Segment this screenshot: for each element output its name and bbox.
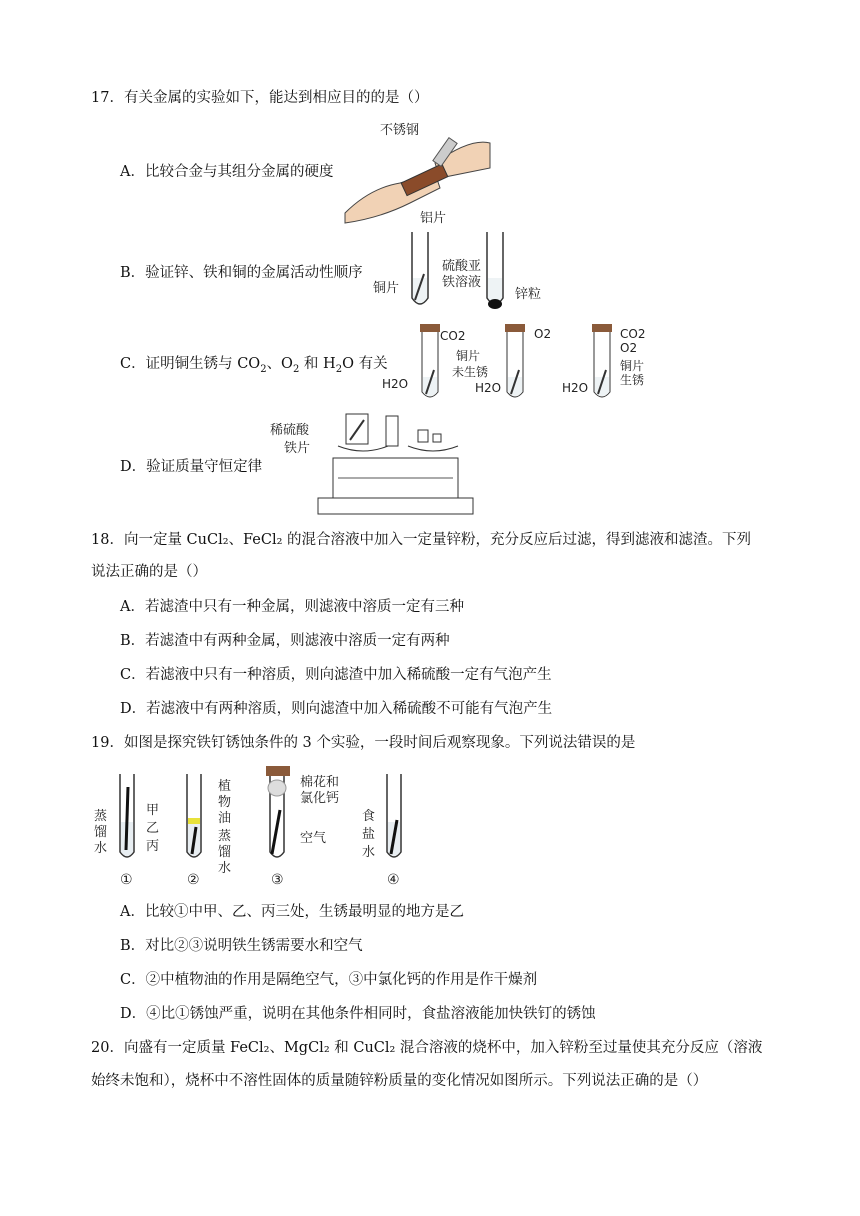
svg-text:铜片: 铜片	[456, 349, 481, 363]
svg-text:食: 食	[362, 809, 376, 824]
svg-text:①: ①	[120, 872, 133, 888]
svg-text:CO2: CO2	[440, 329, 466, 343]
svg-text:④: ④	[387, 872, 400, 888]
q17-figure-d	[268, 408, 478, 518]
svg-text:铜片: 铜片	[620, 359, 645, 373]
svg-text:③: ③	[271, 872, 284, 888]
q17-fig-a-label-al: 铝片	[420, 211, 447, 226]
q18-stem-line2: 说法正确的是（）	[91, 564, 207, 580]
svg-text:O2: O2	[620, 341, 638, 355]
svg-text:植: 植	[218, 779, 232, 794]
q19-stem: 19．如图是探究铁钉锈蚀条件的 3 个实验，一段时间后观察现象。下列说法错误的是	[91, 735, 636, 751]
q17-fig-a-label-steel: 不锈钢	[380, 123, 420, 138]
q20-stem-line1: 20．向盛有一定质量 FeCl₂、MgCl₂ 和 CuCl₂ 混合溶液的烧杯中，加入锌粉至过量使其充分反应（溶液	[91, 1040, 763, 1056]
q19-option-c: C．②中植物油的作用是隔绝空气，③中氯化钙的作用是作干燥剂	[120, 972, 538, 988]
svg-text:甲: 甲	[146, 803, 160, 818]
svg-text:②: ②	[187, 872, 200, 888]
q18-option-c: C．若滤液中只有一种溶质，则向滤渣中加入稀硫酸一定有气泡产生	[120, 667, 552, 683]
svg-text:CO2: CO2	[620, 327, 646, 341]
q17-figure-c	[380, 322, 680, 407]
q19-option-b: B．对比②③说明铁生锈需要水和空气	[120, 938, 363, 954]
q17-option-d: D．验证质量守恒定律	[120, 459, 263, 475]
svg-text:蒸: 蒸	[218, 829, 232, 844]
q17-stem: 17．有关金属的实验如下，能达到相应目的的是（）	[91, 90, 429, 106]
q18-option-b: B．若滤渣中有两种金属，则滤液中溶质一定有两种	[120, 633, 450, 649]
q18-option-a: A．若滤渣中只有一种金属，则滤液中溶质一定有三种	[120, 599, 464, 615]
q19-figure	[90, 762, 420, 892]
svg-text:棉花和: 棉花和	[300, 775, 340, 790]
svg-text:H2O: H2O	[475, 381, 502, 395]
q17-figure-b	[370, 228, 560, 318]
q18-option-d: D．若滤液中有两种溶质，则向滤渣中加入稀硫酸不可能有气泡产生	[120, 701, 553, 717]
svg-text:H2O: H2O	[562, 381, 589, 395]
q19-option-d: D．④比①锈蚀严重，说明在其他条件相同时，食盐溶液能加快铁钉的锈蚀	[120, 1006, 596, 1022]
svg-text:空气: 空气	[300, 831, 327, 846]
svg-text:O2: O2	[534, 327, 552, 341]
svg-text:H2O: H2O	[382, 377, 409, 391]
q20-stem-line2: 始终未饱和），烧杯中不溶性固体的质量随锌粉质量的变化情况如图所示。下列说法正确的是（）	[91, 1073, 708, 1089]
q19-option-a: A．比较①中甲、乙、丙三处，生锈最明显的地方是乙	[120, 904, 464, 920]
svg-text:油: 油	[218, 811, 232, 826]
q17-option-b: B．验证锌、铁和铜的金属活动性顺序	[120, 265, 363, 281]
svg-text:锌粒: 锌粒	[515, 287, 542, 302]
svg-text:铜片: 铜片	[373, 281, 400, 296]
svg-text:蒸: 蒸	[94, 809, 108, 824]
q17-option-a: A．比较合金与其组分金属的硬度	[120, 164, 334, 180]
svg-text:馏: 馏	[94, 825, 108, 840]
q18-stem-line1: 18．向一定量 CuCl₂、FeCl₂ 的混合溶液中加入一定量锌粉，充分反应后过滤，得到滤液和滤渣。下列	[91, 532, 752, 548]
svg-text:稀硫酸: 稀硫酸	[270, 423, 310, 438]
svg-text:氯化钙: 氯化钙	[300, 791, 340, 806]
svg-text:铁溶液: 铁溶液	[442, 275, 482, 290]
svg-text:丙: 丙	[146, 839, 160, 854]
svg-text:未生锈: 未生锈	[452, 365, 489, 379]
svg-text:铁片: 铁片	[284, 441, 311, 456]
svg-text:水: 水	[94, 841, 108, 856]
svg-text:乙: 乙	[146, 821, 160, 836]
svg-text:水: 水	[362, 845, 376, 860]
svg-text:物: 物	[218, 795, 232, 810]
svg-text:盐: 盐	[362, 827, 376, 842]
svg-text:馏: 馏	[218, 845, 232, 860]
svg-text:生锈: 生锈	[620, 373, 645, 387]
svg-text:硫酸亚: 硫酸亚	[442, 259, 482, 274]
q17-option-c: C．证明铜生锈与 $CO_2$、$O_2$ 和 $H_2O$ 有关	[120, 356, 388, 375]
q17-figure-a	[340, 118, 500, 228]
svg-text:水: 水	[218, 861, 232, 876]
